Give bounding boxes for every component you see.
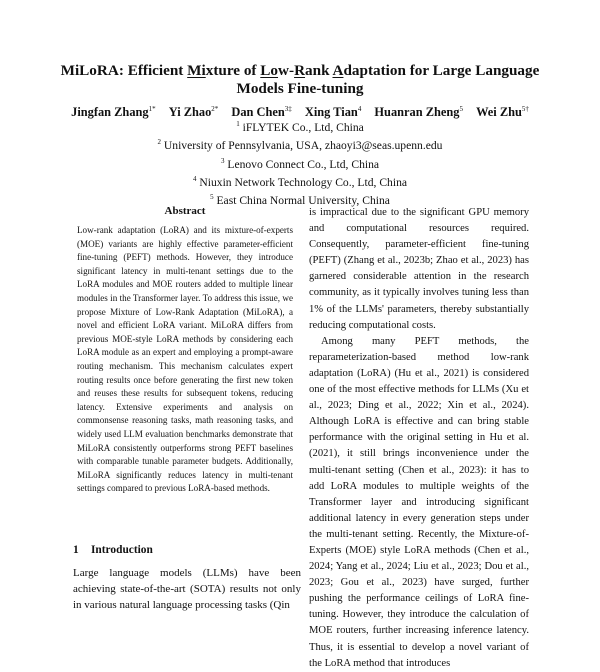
- author-mark: 4: [357, 105, 362, 113]
- affiliation: [60, 117, 540, 135]
- affiliation: [60, 172, 540, 190]
- affiliation-mark: 4: [192, 175, 197, 184]
- author-mark: 5: [459, 105, 463, 113]
- title-underlined-letters: Lo: [260, 62, 279, 79]
- author-mark: 1*: [148, 105, 156, 113]
- paper-title: [50, 62, 550, 98]
- section-title: Introduction: [91, 544, 153, 556]
- affiliation-list: [60, 117, 540, 209]
- title-part: ank: [305, 62, 333, 79]
- affiliation-mark: 1: [236, 120, 240, 128]
- introduction-paragraph: Large language models (LLMs) have been achieving state-of-the-art (SOTA) results not only in various natural language processing tasks (Qin: [73, 567, 301, 611]
- title-underlined-letters: Mi: [187, 62, 206, 79]
- abstract-heading: Abstract: [164, 205, 206, 217]
- author-name: Huanran Zheng: [374, 105, 460, 120]
- section-number: 1: [73, 544, 79, 556]
- affiliation-text: Niuxin Network Technology Co., Ltd, China: [199, 175, 408, 189]
- author-name: Jingfan Zhang: [71, 105, 149, 120]
- title-part: xture of: [205, 62, 261, 79]
- title-underlined-letters: R: [294, 62, 306, 79]
- affiliation-mark: 3: [220, 156, 225, 165]
- affiliation: [60, 154, 540, 172]
- right-column-text: [309, 205, 529, 672]
- paragraph: Among many PEFT methods, the reparameterization-based method low-rank adaptation (LoRA) (Hu et al., 2021) is considered one of the most effective methods for LLMs (Xu et al., 2023; Ding et al., 2022; Xin et al., 2024). Although LoRA is effective and can bring stable performance with the original setting in Hu et al. (2021), it still brings inconvenience under the multi-tenant setting (Chen et al., 2023): it has to add LoRA modules to multiple weights of the Transformer layer and introducing significant additional latency in every generation steps under the multi-tenant setting. Recently, the Mixture-of-Experts (MOE) style LoRA methods (Chen et al., 2024; Yang et al., 2024; Liu et al., 2023; Dou et al., 2023; Gou et al., 2023) have surged, further pushing the performance ceilings of LoRA fine-tuning. However, they introduce the calculation of MOE routers, further increasing inference latency. Thus, it is essential to develop a novel variant of the LoRA method that introduces: [309, 335, 529, 669]
- title-part: daptation for Large Language: [343, 62, 540, 79]
- author-mark: 2*: [211, 105, 219, 113]
- author-mark: 5†: [521, 105, 529, 113]
- author-name: Wei Zhu: [476, 105, 522, 120]
- affiliation-text: University of Pennsylvania, USA, zhaoyi3@seas.upenn.edu: [163, 139, 443, 153]
- paragraph: is impractical due to the significant GPU memory and computational resources required. Consequently, parameter-efficient fine-tuning (PEFT) (Zhang et al., 2023b; Zhao et al., 2023) has garnered considerable attention in the research community, as it typically involves tuning less than 1% of the LLMs' parameters, thereby substantially reducing computational costs.: [309, 207, 529, 331]
- affiliation: [60, 135, 540, 153]
- title-part: MiLoRA: Efficient: [60, 62, 188, 79]
- affiliation-text: Lenovo Connect Co., Ltd, China: [227, 157, 380, 171]
- title-part: w-: [278, 62, 295, 79]
- author-name: Yi Zhao: [168, 105, 212, 120]
- affiliation-text: iFLYTEK Co., Ltd, China: [242, 120, 364, 134]
- affiliation-mark: 2: [157, 138, 161, 147]
- affiliation-text: East China Normal University, China: [216, 194, 390, 208]
- affiliation-mark: 5: [210, 193, 214, 202]
- section-heading-introduction: [73, 544, 153, 556]
- author-mark: 3‡: [284, 105, 292, 113]
- author-name: Dan Chen: [231, 105, 285, 120]
- author-name: Xing Tian: [304, 105, 358, 120]
- title-line-2: Models Fine-tuning: [236, 80, 364, 97]
- title-underlined-letters: A: [332, 62, 344, 79]
- abstract-body: Low-rank adaptation (LoRA) and its mixture-of-experts (MOE) variants are highly effective parameter-efficient fine-tuning (PEFT) methods. However, they introduce significant latency in multi-tenant settings due to the LoRA modules and MOE routers added to multiple linear modules in the Transformer layer. To address this issue, we propose Mixture of Low-Rank Adaptation (MiLoRA), a novel and efficient LoRA variant. MiLoRA differs from previous MOE-style LoRA methods by considering each LoRA module as an expert and employing a prompt-aware routing mechanism. This mechanism calculates expert routing results once before generating the first new token and reuses these results for subsequent tokens, reducing latency. Extensive experiments and analysis on commonsense reasoning tasks, math reasoning tasks, and widely used LLM evaluation benchmarks demonstrate that MiLoRA consistently outperforms strong PEFT baselines with comparable tunable parameter budgets. Additionally, MiLoRA significantly reduces latency in multi-tenant settings compared to previous LoRA-based methods.: [77, 225, 293, 494]
